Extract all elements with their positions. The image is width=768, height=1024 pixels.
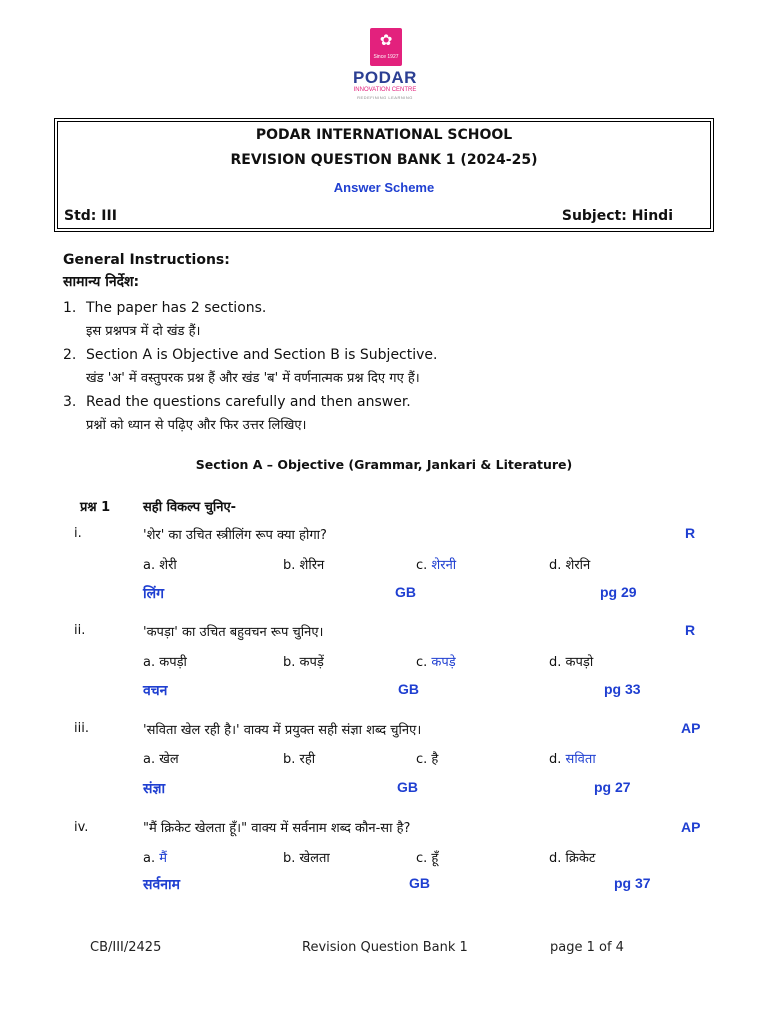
- footer-code: CB/III/2425: [90, 940, 162, 955]
- instruction-text: The paper has 2 sections.: [86, 300, 267, 316]
- subject-label: Subject: Hindi: [561, 208, 673, 224]
- option-d: d. शेरनि: [549, 558, 591, 573]
- option-c: c. है: [416, 752, 439, 767]
- page-reference: pg 27: [594, 779, 631, 795]
- page-reference: pg 33: [604, 681, 641, 697]
- general-instructions-heading: General Instructions:: [63, 252, 230, 268]
- book-label: GB: [395, 584, 416, 600]
- question-label: प्रश्न 1: [80, 500, 111, 515]
- logo-name: PODAR: [353, 68, 417, 87]
- instruction-text-hindi: खंड 'अ' में वस्तुपरक प्रश्न हैं और खंड 'ब' में वर्णनात्मक प्रश्न दिए गए हैं।: [86, 371, 420, 386]
- option-b: b. खेलता: [283, 851, 330, 866]
- cognitive-level-tag: AP: [681, 720, 701, 736]
- logo-since: Since 1927: [373, 54, 399, 60]
- sub-question-number: iv.: [74, 820, 89, 835]
- option-b: b. कपड़ें: [283, 655, 324, 670]
- paper-title: REVISION QUESTION BANK 1 (2024-25): [230, 152, 538, 168]
- logo-tagline: REDEFINING LEARNING: [357, 95, 413, 100]
- instruction-number: 2.: [63, 347, 77, 363]
- sub-question-text: 'कपड़ा' का उचित बहुवचन रूप चुनिए।: [143, 625, 324, 640]
- header-box: [54, 118, 714, 232]
- option-d: d. क्रिकेट: [549, 851, 596, 866]
- correct-answer: कपड़े: [431, 655, 456, 670]
- topic-label: सर्वनाम: [143, 876, 181, 892]
- sub-question-number: i.: [74, 526, 82, 541]
- sub-question-text: 'सविता खेल रही है।' वाक्य में प्रयुक्त सही संज्ञा शब्द चुनिए।: [143, 723, 422, 738]
- footer-title: Revision Question Bank 1: [302, 940, 468, 955]
- instruction-number: 3.: [63, 394, 77, 410]
- sub-question-text: 'शेर' का उचित स्त्रीलिंग रूप क्या होगा?: [143, 528, 327, 543]
- school-name: PODAR INTERNATIONAL SCHOOL: [255, 127, 513, 143]
- book-label: GB: [398, 681, 419, 697]
- topic-label: लिंग: [143, 585, 164, 601]
- option-b: b. रही: [283, 752, 316, 767]
- option-a: a. मैं: [143, 851, 168, 866]
- page-reference: pg 29: [600, 584, 637, 600]
- section-a-heading: Section A – Objective (Grammar, Jankari & Literature): [195, 457, 573, 472]
- question-title: सही विकल्प चुनिए-: [143, 500, 237, 515]
- correct-answer: शेरनी: [431, 558, 457, 573]
- topic-label: संज्ञा: [143, 780, 166, 796]
- cognitive-level-tag: R: [685, 525, 696, 541]
- instruction-text-hindi: प्रश्नों को ध्यान से पढ़िए और फिर उत्तर लिखिए।: [86, 418, 307, 433]
- option-a: a. कपड़ी: [143, 655, 187, 670]
- answer-scheme-label: Answer Scheme: [333, 180, 435, 195]
- option-d: d. कपड़ो: [549, 655, 594, 670]
- book-label: GB: [409, 875, 430, 891]
- instruction-text-hindi: इस प्रश्नपत्र में दो खंड हैं।: [86, 324, 201, 339]
- correct-answer: मैं: [159, 851, 168, 866]
- logo-subtitle: INNOVATION CENTRE: [353, 87, 417, 93]
- instruction-text: Read the questions carefully and then answer.: [86, 394, 411, 410]
- tree-logo-icon: ✿ Since 1927: [370, 28, 402, 66]
- correct-answer: सविता: [565, 752, 596, 767]
- general-instructions-heading-hindi: सामान्य निर्देश:: [63, 274, 140, 290]
- topic-label: वचन: [143, 682, 168, 698]
- option-c: c. हूँ: [416, 851, 439, 866]
- option-a: a. शेरी: [143, 558, 177, 573]
- option-d: d. सविता: [549, 752, 596, 767]
- sub-question-number: ii.: [74, 623, 86, 638]
- option-b: b. शेरिन: [283, 558, 325, 573]
- sub-question-text: "मैं क्रिकेट खेलता हूँ।" वाक्य में सर्वनाम शब्द कौन-सा है?: [143, 821, 411, 836]
- podar-logo: [342, 28, 428, 102]
- footer-page-number: page 1 of 4: [550, 940, 624, 955]
- sub-question-number: iii.: [74, 721, 89, 736]
- header-inner-border: [57, 121, 711, 229]
- instruction-number: 1.: [63, 300, 77, 316]
- instruction-text: Section A is Objective and Section B is Subjective.: [86, 347, 438, 363]
- page-reference: pg 37: [614, 875, 651, 891]
- cognitive-level-tag: R: [685, 622, 696, 638]
- book-label: GB: [397, 779, 418, 795]
- std-label: Std: III: [64, 208, 117, 224]
- option-c: c. कपड़े: [416, 655, 456, 670]
- option-a: a. खेल: [143, 752, 179, 767]
- cognitive-level-tag: AP: [681, 819, 701, 835]
- option-c: c. शेरनी: [416, 558, 457, 573]
